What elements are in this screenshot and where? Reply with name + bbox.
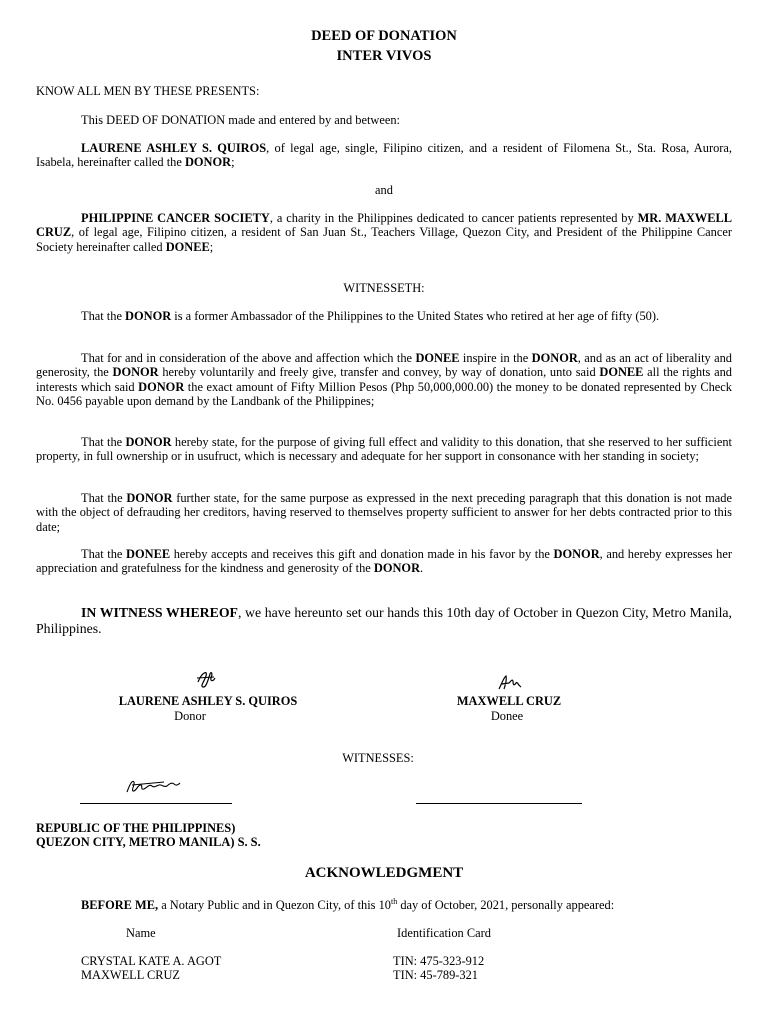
- clause-2: That for and in consideration of the above and affection which the DONEE inspire in the DONOR, and as an act of liberality and generosity, the DONOR hereby voluntarily and freely give, transfer and convey, by way of donation, unto said DONEE all the rights and interests which said DONOR the exact amount of Fifty Million Pesos (Php 50,000,000.00) the money to be donated represented by Check No. 0456 payable upon demand by the Landbank of the Philippines;: [36, 351, 733, 409]
- and-text: and: [375, 183, 393, 197]
- donee-signatory-name: MAXWELL CRUZ: [456, 694, 562, 708]
- table-row-id: TIN: 45-789-321: [393, 968, 478, 982]
- table-row-id: TIN: 475-323-912: [393, 954, 485, 968]
- witness-whereof-paragraph: IN WITNESS WHEREOF, we have hereunto set our hands this 10th day of October in Quezon City, Metro Manila, Philippines.: [36, 605, 733, 636]
- venue-line-1: REPUBLIC OF THE PHILIPPINES): [36, 821, 236, 835]
- clause-5: That the DONEE hereby accepts and receives this gift and donation made in his favor by the DONOR, and hereby expresses her appreciation and gratefulness for the kindness and generosity of the DONOR.: [36, 547, 732, 576]
- know-all-heading: KNOW ALL MEN BY THESE PRESENTS:: [36, 84, 260, 98]
- before-me-paragraph: BEFORE ME, a Notary Public and in Quezon City, of this 10th day of October, 2021, personally appeared:: [81, 897, 615, 913]
- column-header-name: Name: [126, 926, 156, 940]
- document-title: DEED OF DONATION: [311, 28, 457, 44]
- venue-line-2: QUEZON CITY, METRO MANILA) S. S.: [36, 835, 261, 849]
- table-row-name: MAXWELL CRUZ: [81, 968, 180, 982]
- donor-signatory-role: Donor: [174, 709, 206, 723]
- donor-signatory-name: LAURENE ASHLEY S. QUIROS: [118, 694, 298, 708]
- donee-paragraph: PHILIPPINE CANCER SOCIETY, a charity in the Philippines dedicated to cancer patients represented by MR. MAXWELL CRUZ, of legal age, Filipino citizen, a resident of San Juan St., Teachers Village, Quezon City, and President of the Philippine Cancer Society hereinafter called DONEE;: [36, 211, 732, 254]
- document-subtitle: INTER VIVOS: [336, 48, 432, 64]
- donee-signature: [497, 673, 523, 693]
- witness-1-signature-line: [80, 803, 232, 804]
- acknowledgment-heading: ACKNOWLEDGMENT: [304, 865, 464, 881]
- witness-2-signature-line: [416, 803, 582, 804]
- witnesses-heading: WITNESSES:: [342, 751, 414, 765]
- intro-paragraph: This DEED OF DONATION made and entered by and between:: [81, 113, 400, 127]
- clause-4: That the DONOR further state, for the same purpose as expressed in the next preceding paragraph that this donation is not made with the object of defrauding her creditors, having reserved to themselves property sufficient to answer for her debts contracted prior to this date;: [36, 491, 732, 534]
- clause-3: That the DONOR hereby state, for the purpose of giving full effect and validity to this donation, that she reserved to her sufficient property, in full ownership or in usufruct, which is necessary and adequate for her support in consonance with her standing in society;: [36, 435, 732, 464]
- donor-signature: [194, 668, 218, 690]
- donee-signatory-role: Donee: [490, 709, 524, 723]
- witnesseth-heading: WITNESSETH:: [343, 281, 425, 295]
- table-row-name: CRYSTAL KATE A. AGOT: [81, 954, 222, 968]
- clause-1: That the DONOR is a former Ambassador of the Philippines to the United States who retired at her age of fifty (50).: [81, 309, 660, 323]
- witness-signature: [124, 776, 182, 796]
- donor-paragraph: LAURENE ASHLEY S. QUIROS, of legal age, single, Filipino citizen, and a resident of Filomena St., Sta. Rosa, Aurora, Isabela, hereinafter called the DONOR;: [36, 141, 732, 170]
- column-header-id: Identification Card: [397, 926, 491, 940]
